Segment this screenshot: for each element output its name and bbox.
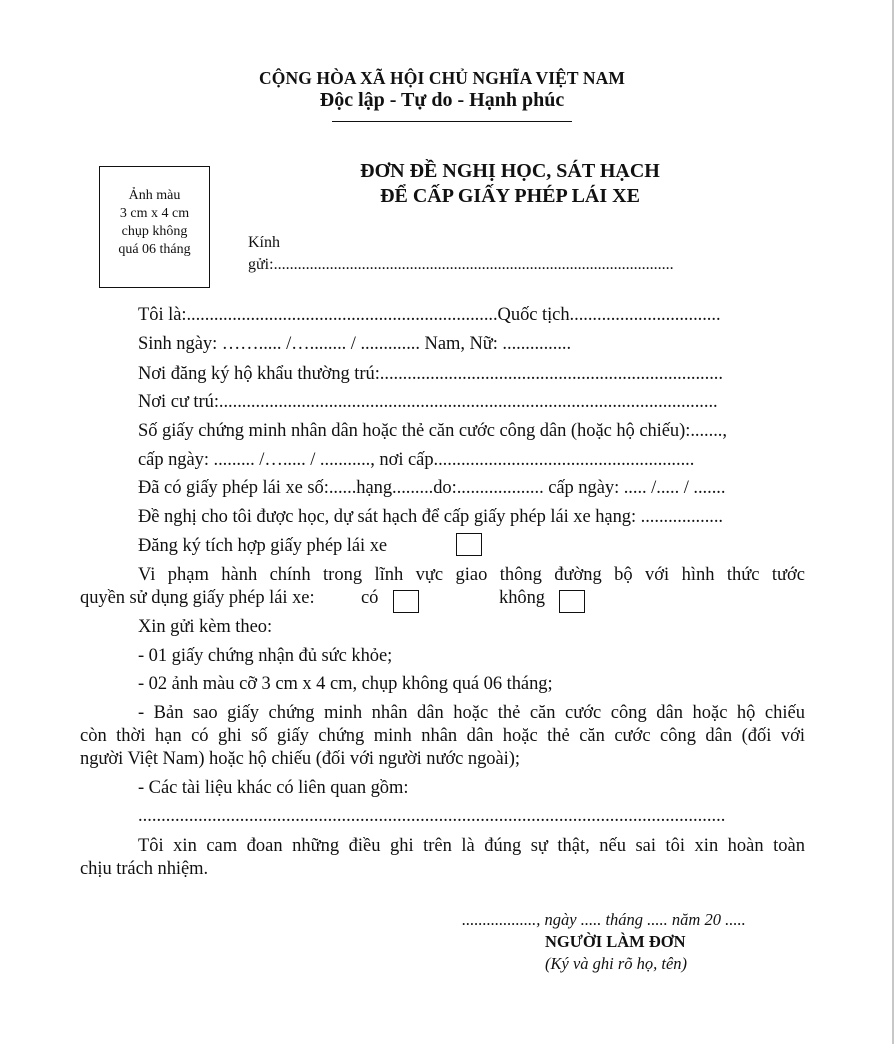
integrated-license-label: Đăng ký tích hợp giấy phép lái xe xyxy=(138,536,388,556)
integrated-license-checkbox[interactable] xyxy=(456,533,482,556)
attachments-heading: Xin gửi kèm theo: xyxy=(138,617,273,637)
violation-no-checkbox[interactable] xyxy=(559,590,585,613)
motto: Độc lập - Tự do - Hạnh phúc xyxy=(319,89,565,111)
other-documents-field[interactable]: ............................................................................................................................... xyxy=(138,806,726,826)
id-issue-field[interactable]: cấp ngày: ......... /…..... / ..........., nơi cấp......................................................... xyxy=(138,450,695,470)
attachment-item: - Các tài liệu khác có liên quan gồm: xyxy=(138,778,409,798)
attachment-item-continued: người Việt Nam) hoặc hộ chiếu (đối với người nước ngoài); xyxy=(80,749,520,769)
id-number-field[interactable]: Số giấy chứng minh nhân dân hoặc thẻ căn cước công dân (hoặc hộ chiếu):......., xyxy=(138,421,727,441)
signature-date-field[interactable]: .................., ngày ..... tháng ..... năm 20 ..... xyxy=(462,910,746,929)
violation-yes-checkbox[interactable] xyxy=(393,590,419,613)
addressee-label: Kính xyxy=(248,234,280,251)
violation-text-line2: quyền sử dụng giấy phép lái xe: xyxy=(80,588,315,608)
photo-label-line: chụp không xyxy=(121,224,188,239)
addressee-field[interactable]: gửi:.................................................................................................... xyxy=(248,256,674,273)
declaration-line2: chịu trách nhiệm. xyxy=(80,859,209,879)
violation-text-line1: Vi phạm hành chính trong lĩnh vực giao thông đường bộ với hình thức tước xyxy=(138,565,805,585)
nation-header: CỘNG HÒA XÃ HỘI CHỦ NGHĨA VIỆT NAM xyxy=(259,68,625,88)
signature-title: NGƯỜI LÀM ĐƠN xyxy=(545,932,686,951)
declaration-line1: Tôi xin cam đoan những điều ghi trên là đúng sự thật, nếu sai tôi xin hoàn toàn xyxy=(138,836,805,856)
photo-placeholder xyxy=(99,166,210,288)
motto-underline xyxy=(332,121,572,122)
attachment-item: - 02 ảnh màu cỡ 3 cm x 4 cm, chụp không quá 06 tháng; xyxy=(138,674,553,694)
requested-class-field[interactable]: Đề nghị cho tôi được học, dự sát hạch để cấp giấy phép lái xe hạng: .................. xyxy=(138,507,724,527)
violation-yes-label: có xyxy=(361,588,379,608)
birth-gender-field[interactable]: Sinh ngày: ……..... /…........ / ............. Nam, Nữ: ............... xyxy=(138,334,572,354)
violation-no-label: không xyxy=(499,588,546,608)
attachment-item-continued: còn thời hạn có ghi số giấy chứng minh nhân dân hoặc thẻ căn cước công dân (đối với xyxy=(80,726,805,746)
attachment-item: - 01 giấy chứng nhận đủ sức khỏe; xyxy=(138,646,393,666)
name-nationality-field[interactable]: Tôi là:....................................................................Quốc tịch................................. xyxy=(138,305,721,325)
attachment-item: - Bản sao giấy chứng minh nhân dân hoặc thẻ căn cước công dân hoặc hộ chiếu xyxy=(138,703,805,723)
signature-note: (Ký và ghi rõ họ, tên) xyxy=(545,954,688,973)
photo-label-line: 3 cm x 4 cm xyxy=(119,206,190,221)
permanent-address-field[interactable]: Nơi đăng ký hộ khẩu thường trú:........................................................................... xyxy=(138,364,723,384)
residence-field[interactable]: Nơi cư trú:............................................................................................................. xyxy=(138,392,718,412)
form-title-line2: ĐỂ CẤP GIẤY PHÉP LÁI XE xyxy=(380,185,640,207)
form-title-line1: ĐƠN ĐỀ NGHỊ HỌC, SÁT HẠCH xyxy=(360,160,660,182)
existing-license-field[interactable]: Đã có giấy phép lái xe số:......hạng.........do:................... cấp ngày: ..... /..... / ....... xyxy=(138,478,726,498)
photo-label-line: quá 06 tháng xyxy=(118,242,191,257)
photo-label-line: Ảnh màu xyxy=(128,188,181,203)
